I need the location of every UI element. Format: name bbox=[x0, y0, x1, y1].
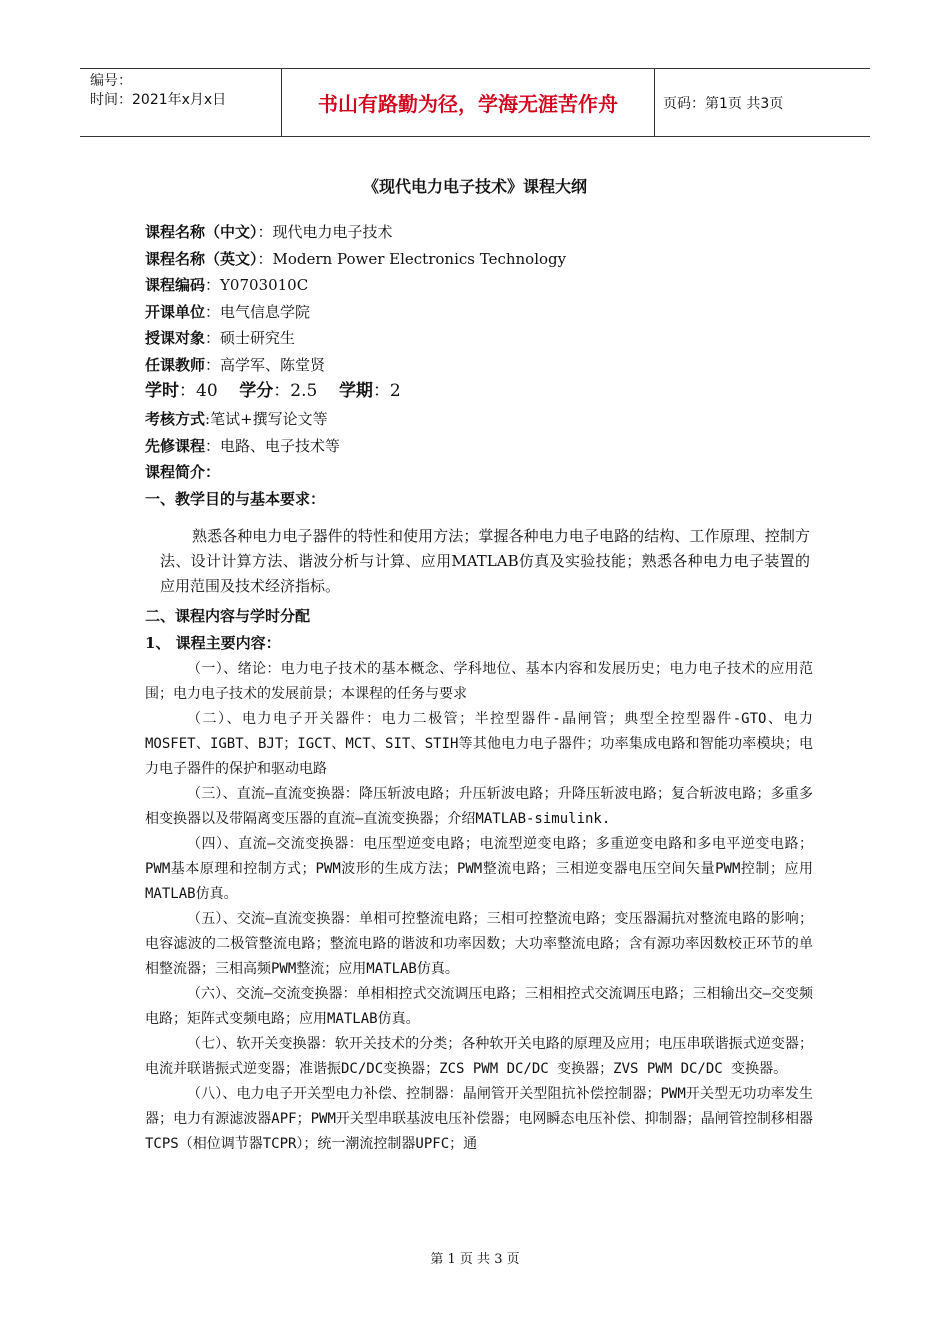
doc-time-label: 时间：2021年x月x日 bbox=[90, 92, 227, 108]
content-paragraph: （七）、软开关变换器：软开关技术的分类；各种软开关电路的原理及应用；电压串联谐振式逆变器；电流并联谐振式逆变器；准谐振DC/DC变换器；ZCS PWM DC/DC 变换器；ZVS PWM DC/DC 变换器。 bbox=[145, 1036, 813, 1077]
meta-target: 授课对象：硕士研究生 bbox=[145, 329, 296, 347]
meta-prereq: 先修课程：电路、电子技术等 bbox=[145, 436, 341, 455]
content-paragraph: （一）、绪论：电力电子技术的基本概念、学科地位、基本内容和发展历史；电力电子技术的应用范围；电力电子技术的发展前景；本课程的任务与要求 bbox=[145, 661, 813, 702]
meta-code: 课程编码：Y0703010C bbox=[145, 276, 309, 294]
section-1-paragraph: 熟悉各种电力电子器件的特性和使用方法；掌握各种电力电子电路的结构、工作原理、控制方法、设计计算方法、谐波分析与计算、应用MATLAB仿真及实验技能；熟悉各种电力电子装置的应用范围及技术经济指标。 bbox=[160, 527, 810, 595]
header-motto: 书山有路勤为径，学海无涯苦作舟 bbox=[282, 69, 655, 136]
content-paragraph: （二）、电力电子开关器件：电力二极管；半控型器件-晶闸管；典型全控型器件-GTO、电力MOSFET、IGBT、BJT；IGCT、MCT、SIT、STIH等其他电力电子器件；功率集成电路和智能功率模块；电力电子器件的保护和驱动电路 bbox=[145, 711, 813, 777]
content-paragraph: （三）、直流—直流变换器：降压斩波电路；升压斩波电路；升降压斩波电路；复合斩波电路；多重多相变换器以及带隔离变压器的直流—直流变换器；介绍MATLAB-simulink. bbox=[145, 786, 813, 827]
meta-hours-credits: 学时：40 学分：2.5 学期：2 bbox=[145, 381, 401, 401]
page-header bbox=[80, 68, 870, 137]
section-2-headings bbox=[145, 603, 835, 656]
meta-unit: 开课单位：电气信息学院 bbox=[145, 302, 311, 321]
course-content bbox=[145, 657, 813, 1157]
section-heading-2-1: 1、 课程主要内容： bbox=[145, 633, 281, 652]
content-paragraph: （五）、交流—直流变换器：单相可控整流电路；三相可控整流电路；变压器漏抗对整流电路的影响；电容滤波的二极管整流电路；整流电路的谐波和功率因数；大功率整流电路；含有源功率因数校正环节的单相整流器；三相高频PWM整流；应用MATLAB仿真。 bbox=[145, 911, 813, 977]
document-title: 《现代电力电子技术》课程大纲 bbox=[362, 177, 587, 196]
content-paragraph: （八）、电力电子开关型电力补偿、控制器：晶闸管开关型阻抗补偿控制器；PWM开关型无功功率发生器；电力有源滤波器APF；PWM开关型串联基波电压补偿器；电网瞬态电压补偿、抑制器；晶闸管控制移相器TCPS（相位调节器TCPR）；统一潮流控制器UPFC；通 bbox=[145, 1086, 813, 1152]
header-page-info: 页码：第1页 共3页 bbox=[663, 95, 784, 112]
section-heading-1: 一、教学目的与基本要求： bbox=[145, 489, 326, 508]
meta-cn-name: 课程名称（中文）：现代电力电子技术 bbox=[145, 223, 393, 241]
content-paragraph: （六）、交流—交流变换器：单相相控式交流调压电路；三相相控式交流调压电路；三相输出交—交变频电路；矩阵式变频电路；应用MATLAB仿真。 bbox=[145, 986, 813, 1027]
meta-en-name: 课程名称（英文）：Modern Power Electronics Technology bbox=[145, 249, 567, 268]
course-meta bbox=[145, 219, 835, 512]
meta-intro: 课程简介： bbox=[145, 463, 221, 481]
header-meta-cell bbox=[80, 69, 282, 136]
section-heading-2: 二、课程内容与学时分配 bbox=[145, 607, 311, 625]
doc-number-label: 编号： bbox=[90, 73, 132, 89]
meta-teacher: 任课教师：高学军、陈堂贤 bbox=[145, 355, 326, 374]
content-paragraph: （四）、直流—交流变换器：电压型逆变电路；电流型逆变电路；多重逆变电路和多电平逆变电路；PWM基本原理和控制方式；PWM波形的生成方法；PWM整流电路；三相逆变器电压空间矢量PWM控制；应用MATLAB仿真。 bbox=[145, 836, 813, 902]
meta-exam: 考核方式:笔试+撰写论文等 bbox=[145, 410, 328, 428]
page-footer: 第 1 页 共 3 页 bbox=[430, 1252, 520, 1267]
